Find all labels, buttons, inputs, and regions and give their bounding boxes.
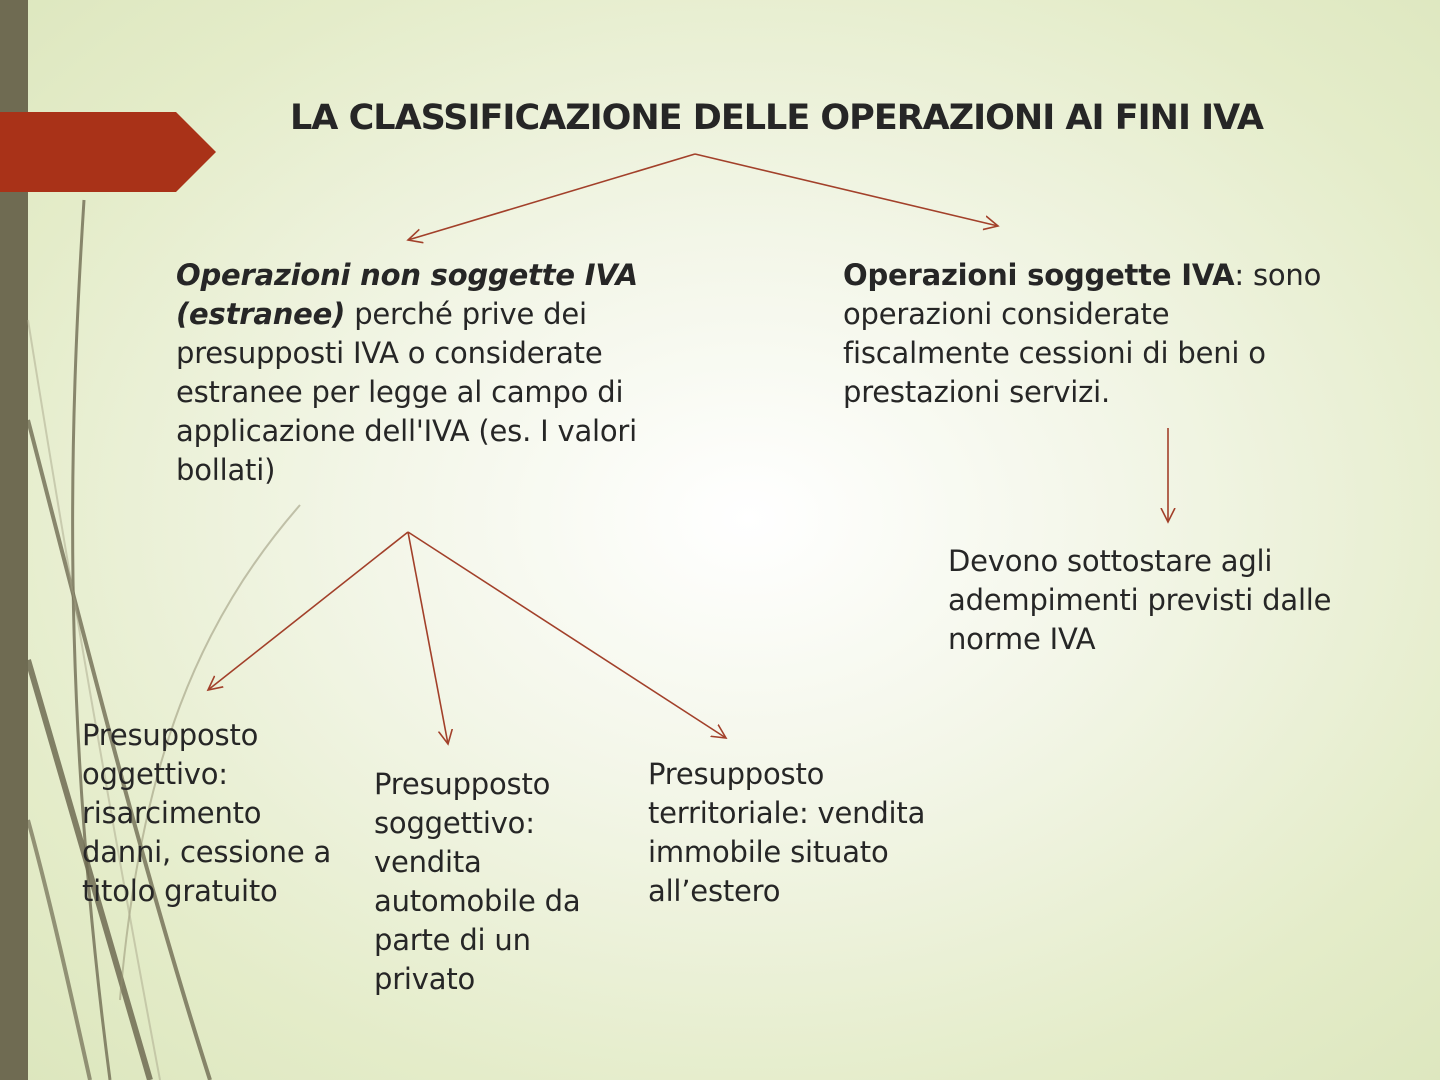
arrow-to-non-soggette — [408, 154, 695, 240]
adempimenti-box: Devono sottostare agli adempimenti previsti dalle norme IVA — [948, 544, 1332, 656]
arrow-to-oggettivo — [208, 532, 408, 690]
soggette-heading: Operazioni soggette IVA — [843, 258, 1235, 292]
non-soggette-heading: Operazioni non soggette IVA — [176, 258, 638, 292]
arrow-to-territoriale — [408, 532, 726, 738]
non-soggette-estranee: (estranee) — [176, 297, 346, 331]
presupposto-soggettivo: Presupposto soggettivo: vendita automobile da parte di un privato — [374, 767, 581, 996]
page-title: LA CLASSIFICAZIONE DELLE OPERAZIONI AI FINI IVA — [290, 98, 1263, 138]
presupposto-oggettivo: Presupposto oggettivo: risarcimento danni, cessione a titolo gratuito — [82, 718, 332, 908]
presupposto-territoriale: Presupposto territoriale: vendita immobile situato all’estero — [648, 757, 926, 908]
soggette-body: : sono operazioni considerate fiscalmente cessioni di beni o prestazioni servizi. — [843, 258, 1322, 409]
non-soggette-box — [176, 256, 646, 490]
arrow-to-soggette — [695, 154, 998, 226]
arrow-to-soggettivo — [408, 532, 448, 744]
non-soggette-body: perché prive dei presupposti IVA o considerate estranee per legge al campo di applicazione dell'IVA (es. I valori bollati) — [176, 297, 637, 487]
soggette-box — [843, 256, 1343, 412]
